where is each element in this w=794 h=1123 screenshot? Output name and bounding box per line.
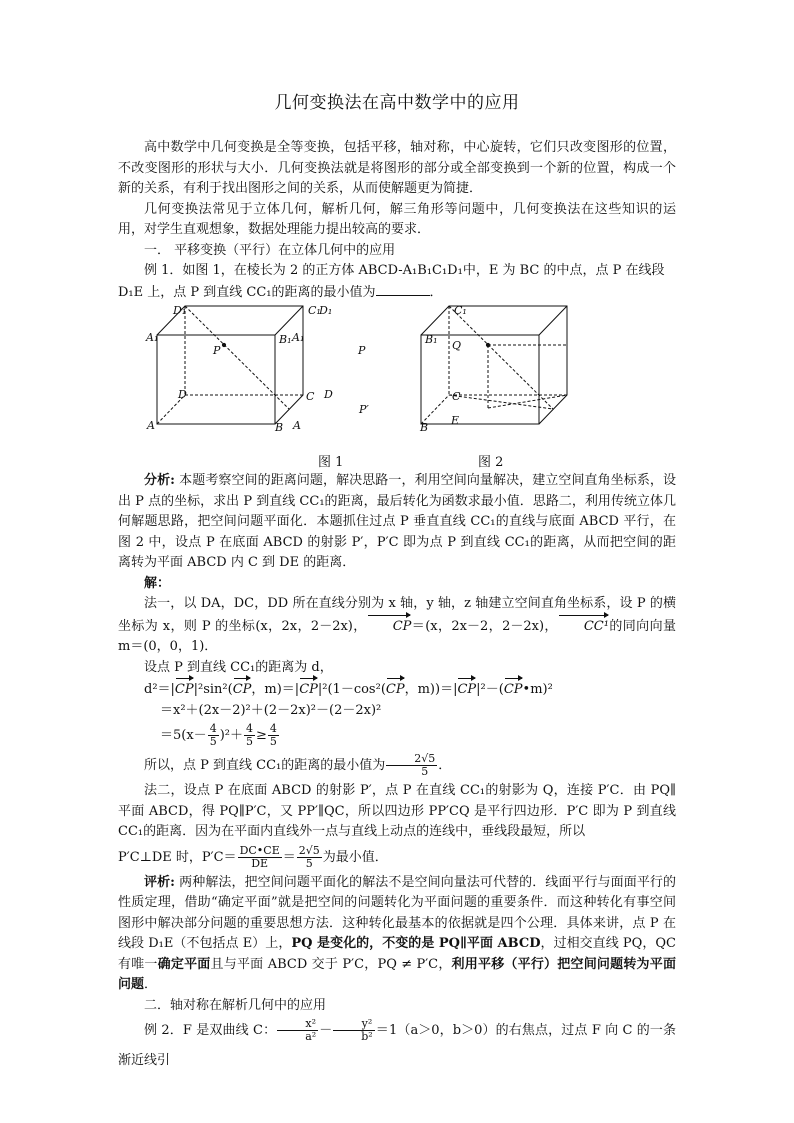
fig2-label-c1: C₁ (454, 304, 467, 317)
figure-1-cube (157, 306, 303, 424)
fig2-label-e: E (451, 414, 460, 427)
fig2-label-a1: A₁ (292, 331, 305, 344)
cube-figures-svg (118, 303, 676, 453)
intro-paragraph-2: 几何变换法常见于立体几何，解析几何，解三角形等问题中，几何变换法在这些知识的运用，对学生直观想象，数据处理能力提出较高的要求． (118, 201, 676, 237)
fig2-label-a: A (293, 419, 301, 432)
page-title: 几何变换法在高中数学中的应用 (274, 93, 520, 113)
fig1-label-d1: D₁ (173, 304, 187, 317)
fig2-label-p: P (358, 344, 366, 357)
fig1-label-a: A (147, 419, 155, 432)
fig1-label-c1: C₁ (308, 304, 321, 317)
figures (118, 303, 676, 453)
fig2-label-b1: B₁ (425, 333, 438, 346)
section-heading-1: 一． 平移变换（平行）在立体几何中的应用 (144, 242, 396, 258)
fig2-label-d1: D₁ (319, 304, 333, 317)
figure-2-caption: 图 2 (478, 455, 504, 470)
figure-2-cube (421, 306, 567, 424)
analysis-paragraph: 分析: 本题考察空间的距离问题，解决思路一，利用空间向量解决，建立空间直角坐标系，设出 P 点的坐标，求出 P 到直线 CC₁的距离，最后转化为函数求最小值．思路二，利用传统立体几何解题思路，把空间问题平面化．本题抓住过点 P 垂直直线 CC₁的直线与底面 ABCD 平行，在图 2 中，设点 P 在底面 ABCD 的射影 P′，P′C 即为点 P 到直线 CC₁的距离，从而把空间的距离转为平面 ABCD 内 C 到 DE 的距离． (118, 473, 676, 570)
fig1-label-d: D (178, 388, 187, 401)
fig2-label-p-prime: P′ (359, 403, 369, 416)
answer-blank (376, 282, 430, 296)
fig1-label-b1: B₁ (279, 333, 292, 346)
equation-line-3: ＝5(x－ $\frac{4}{5}$ )²＋ $\frac{4}{5}$ ≥ $\frac{4}{5}$ (160, 722, 277, 748)
document-page (118, 92, 676, 1076)
fig2-label-b: B (420, 421, 429, 434)
vector-cp: CP (367, 615, 412, 638)
fig2-label-q: Q (452, 339, 462, 352)
method-1-paragraph: 法一，以 DA，DC，DD 所在直线分别为 x 轴，y 轴，z 轴建立空间直角坐标系，设 P 的横坐标为 x，则 P 的坐标(x，2x，2－2x)， CP＝(x，2x－2，2－2x)， CC¹的同向向量 m＝(0，0，1)． (118, 596, 676, 654)
method-2-conclusion: P′C⊥DE 时，P′C＝ $\frac{DC•CE}{DE}$ ＝ $\frac{2√5}{5}$ 为最小值． (118, 843, 388, 870)
intro-paragraph-1: 高中数学中几何变换是全等变换，包括平移，轴对称，中心旋转，它们只改变图形的位置，不改变图形的形状与大小．几何变换法就是将图形的部分或全部变换到一个新的位置，构成一个新的关系，有利于找出图形之间的关系，从而使解题更为简捷． (118, 140, 676, 196)
method-1-distance-setup: 设点 P 到直线 CC₁的距离为 d， (144, 659, 333, 675)
equation-line-1: d²＝|CP|²sin²(CP，m)＝|CP|²(1－cos²(CP，m))＝|CP|²－(CP•m)² (118, 678, 676, 701)
vector-cc1: CC¹ (558, 615, 609, 638)
figure-captions (118, 453, 676, 471)
solution-label: 解： (144, 575, 171, 591)
figure-1-caption: 图 1 (318, 455, 344, 470)
example-1-line-1: 例 1．如图 1，在棱长为 2 的正方体 ABCD-A₁B₁C₁D₁中，E 为 BC 的中点，点 P 在线段 (144, 263, 665, 278)
method-1-conclusion: 所以，点 P 到直线 CC₁的距离的最小值为 $\frac{2√5}{5}$ ． (144, 752, 452, 778)
example-1-line-2: D₁E 上，点 P 到直线 CC₁的距离的最小值为 ． (118, 282, 676, 304)
section-heading-2: 二．轴对称在解析几何中的应用 (144, 997, 327, 1013)
method-2-paragraph: 法二，设点 P 在底面 ABCD 的射影 P′，点 P 在直线 CC₁的射影为 Q，连接 P′C．由 PQ∥平面 ABCD，得 PQ∥P′C，又 PP′∥QC，所以四边形 PP′CQ 是平行四边形．P′C 即为 P 到直线 CC₁的距离．因为在平面内直线外一点与直线上动点的连线中，垂线段最短，所以 (118, 783, 676, 839)
fig1-label-c: C (306, 390, 315, 403)
fig2-label-c: C (452, 390, 461, 403)
analysis-label: 分析: (144, 473, 175, 488)
comment-label: 评析: (144, 874, 175, 890)
fig2-label-d: D (324, 388, 333, 401)
fig1-label-b: B (275, 421, 284, 434)
example-2-line: 例 2．F 是双曲线 C： $\frac{\text{x²}}{\text{a²}}$ － $\frac{\text{y²}}{\text{b²}}$ ＝1（a＞0，b＞0）的右焦点，过点 F 向 C 的一条渐近线引 (118, 1017, 676, 1068)
comment-paragraph: 评析: 两种解法，把空间问题平面化的解法不是空间向量法可代替的．线面平行与面面平行的性质定理，借助“确定平面”就是把空间的问题转化为平面问题的重要条件．而这种转化有事空间图形中解决部分问题的重要思想方法．这种转化最基本的依据就是四个公理．具体来讲，点 P 在线段 D₁E（不包括点 E）上，PQ 是变化的，不变的是 PQ∥平面 ABCD，过相交直线 PQ，QC 有唯一确定平面且与平面 ABCD 交于 P′C，PQ ≠ P′C，利用平移（平行）把空间问题转为平面问题． (118, 874, 676, 992)
equation-line-2: ＝x²＋(2x－2)²＋(2－2x)²－(2－2x)² (160, 702, 382, 718)
fig1-label-a1: A₁ (146, 331, 159, 344)
fig1-label-p: P (213, 344, 221, 357)
